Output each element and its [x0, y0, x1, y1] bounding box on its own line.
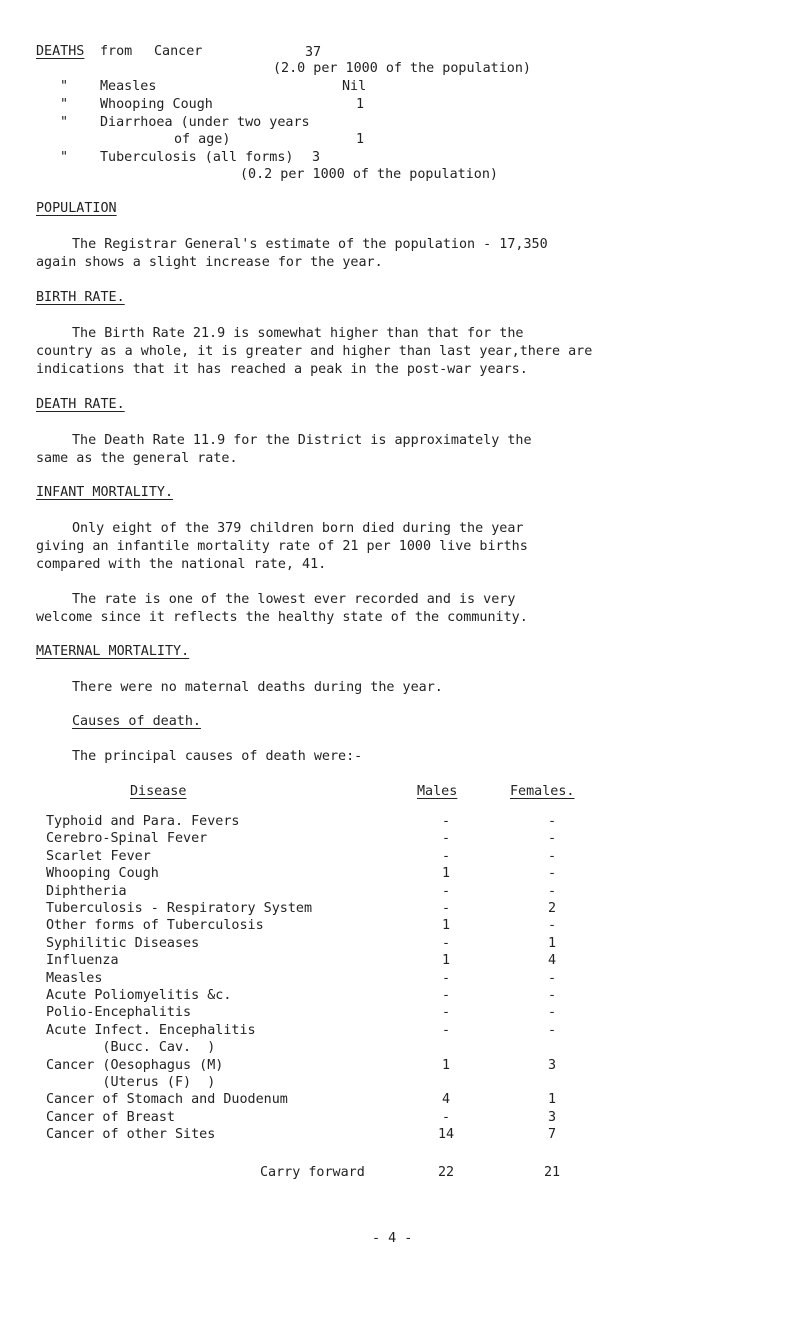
females-cell: - — [547, 883, 557, 899]
females-cell: - — [547, 814, 557, 829]
disease-cell: Typhoid and Para. Fevers — [46, 814, 240, 829]
disease-cell: Measles — [46, 970, 103, 986]
females-cell: 3 — [547, 1109, 557, 1125]
carry-forward-females: 21 — [543, 1165, 561, 1180]
table-row — [46, 970, 766, 988]
disease-cell: Whooping Cough — [46, 866, 159, 882]
cancer-label: Cancer — [154, 44, 203, 59]
males-cell: - — [441, 1005, 451, 1021]
ditto-mark: " — [60, 150, 69, 165]
females-cell: - — [547, 970, 557, 986]
females-cell: 4 — [547, 953, 557, 969]
column-header-disease: Disease — [130, 784, 187, 799]
table-row — [46, 830, 766, 848]
table-row — [46, 987, 766, 1005]
infant-mortality-line-5: welcome since it reflects the healthy state of the community. — [36, 610, 528, 625]
disease-cell: Syphilitic Diseases — [46, 935, 200, 951]
disease-cell: Other forms of Tuberculosis — [46, 918, 264, 934]
infant-mortality-line-1: Only eight of the 379 children born died during the year — [72, 521, 524, 536]
females-cell: - — [547, 918, 557, 934]
table-row — [46, 1022, 766, 1040]
males-cell: - — [441, 848, 451, 864]
diarrhoea-value: 1 — [356, 132, 365, 147]
death-rate-line-2: same as the general rate. — [36, 451, 238, 466]
disease-cell: Acute Infect. Encephalitis — [46, 1022, 256, 1038]
birth-rate-line-3: indications that it has reached a peak in the post-war years. — [36, 362, 528, 377]
females-cell: - — [547, 988, 557, 1003]
males-cell: - — [441, 883, 451, 899]
tuberculosis-label: Tuberculosis (all forms) — [100, 150, 294, 165]
causes-intro: The principal causes of death were:- — [72, 749, 363, 764]
tb-rate: (0.2 per 1000 of the population) — [240, 167, 498, 182]
females-cell: - — [547, 831, 557, 847]
table-row — [46, 1126, 766, 1144]
disease-cell: Polio-Encephalitis — [46, 1005, 192, 1021]
death-rate-line-1: The Death Rate 11.9 for the District is approximately the — [72, 433, 532, 448]
table-row — [46, 935, 766, 953]
tuberculosis-value: 3 — [312, 150, 321, 165]
table-row — [46, 917, 766, 935]
table-row — [46, 1109, 766, 1127]
females-cell: - — [547, 1005, 557, 1021]
males-cell: - — [441, 988, 451, 1003]
birth-rate-line-1: The Birth Rate 21.9 is somewhat higher than that for the — [72, 326, 524, 341]
females-cell: 2 — [547, 901, 557, 916]
males-cell: - — [441, 1109, 451, 1125]
ditto-mark: " — [60, 79, 69, 94]
diarrhoea-label: Diarrhoea (under two years — [100, 115, 310, 130]
table-row — [46, 813, 766, 831]
cancer-value: 37 — [305, 45, 322, 60]
females-cell: 1 — [547, 1092, 557, 1108]
measles-value: Nil — [342, 79, 367, 94]
cancer-rate: (2.0 per 1000 of the population) — [273, 61, 531, 76]
whooping-cough-label: Whooping Cough — [100, 97, 213, 112]
birth-rate-line-2: country as a whole, it is greater and higher than last year,there are — [36, 344, 593, 359]
table-row — [46, 848, 766, 866]
disease-cell: Cancer of Breast — [46, 1109, 175, 1125]
page-number: - 4 - — [372, 1231, 413, 1246]
table-row — [46, 1057, 766, 1075]
infant-mortality-line-4: The rate is one of the lowest ever recorded and is very — [72, 592, 516, 607]
causes-of-death-heading: Causes of death. — [72, 714, 201, 729]
table-row — [46, 865, 766, 883]
infant-mortality-line-2: giving an infantile mortality rate of 21 per 1000 live births — [36, 539, 528, 554]
females-cell: - — [547, 866, 557, 882]
males-cell: - — [441, 831, 451, 847]
table-row — [46, 900, 766, 918]
disease-cell: (Bucc. Cav. ) — [46, 1040, 216, 1056]
disease-cell: Cerebro-Spinal Fever — [46, 831, 208, 847]
females-cell: - — [547, 848, 557, 864]
population-heading: POPULATION — [36, 201, 117, 216]
males-cell: - — [441, 901, 451, 916]
disease-cell: Cancer (Oesophagus (M) — [46, 1057, 224, 1073]
disease-cell: Cancer of Stomach and Duodenum — [46, 1092, 288, 1108]
disease-cell: Influenza — [46, 953, 119, 969]
population-line-1: The Registrar General's estimate of the population - 17,350 — [72, 237, 548, 252]
column-header-females: Females. — [510, 784, 575, 799]
diarrhoea-label-cont: of age) — [174, 132, 231, 147]
females-cell: 1 — [547, 935, 557, 951]
females-cell: 3 — [547, 1057, 557, 1073]
deaths-heading: DEATHS — [36, 44, 85, 59]
table-row — [46, 1091, 766, 1109]
deaths-from-word: from — [100, 44, 133, 59]
maternal-mortality-line-1: There were no maternal deaths during the year. — [72, 680, 443, 695]
column-header-males: Males — [417, 784, 458, 799]
table-row — [46, 1004, 766, 1022]
table-row — [46, 1039, 766, 1057]
males-cell: - — [441, 935, 451, 951]
ditto-mark: " — [60, 115, 69, 130]
disease-cell: Cancer of other Sites — [46, 1127, 216, 1143]
males-cell: - — [441, 814, 451, 829]
death-rate-heading: DEATH RATE. — [36, 397, 125, 412]
disease-cell: Acute Poliomyelitis &c. — [46, 988, 232, 1003]
males-cell: - — [441, 970, 451, 986]
males-cell: 1 — [441, 953, 451, 969]
males-cell: 1 — [441, 918, 451, 934]
table-row — [46, 1074, 766, 1092]
females-cell: 7 — [547, 1127, 557, 1143]
males-cell: 4 — [441, 1092, 451, 1108]
disease-cell: Tuberculosis - Respiratory System — [46, 901, 313, 916]
ditto-mark: " — [60, 97, 69, 112]
females-cell: - — [547, 1022, 557, 1038]
disease-cell: Scarlet Fever — [46, 848, 151, 864]
maternal-mortality-heading: MATERNAL MORTALITY. — [36, 644, 190, 659]
measles-label: Measles — [100, 79, 157, 94]
whooping-cough-value: 1 — [356, 97, 365, 112]
table-row — [46, 883, 766, 901]
males-cell: 14 — [437, 1127, 455, 1143]
table-row — [46, 952, 766, 970]
disease-cell: Diphtheria — [46, 883, 127, 899]
population-line-2: again shows a slight increase for the year. — [36, 255, 383, 270]
males-cell: 1 — [441, 866, 451, 882]
carry-forward-label: Carry forward — [260, 1165, 365, 1180]
infant-mortality-heading: INFANT MORTALITY. — [36, 485, 174, 500]
males-cell: 1 — [441, 1057, 451, 1073]
carry-forward-males: 22 — [437, 1165, 455, 1180]
males-cell: - — [441, 1022, 451, 1038]
infant-mortality-line-3: compared with the national rate, 41. — [36, 557, 327, 572]
birth-rate-heading: BIRTH RATE. — [36, 290, 125, 305]
disease-cell: (Uterus (F) ) — [46, 1075, 216, 1090]
